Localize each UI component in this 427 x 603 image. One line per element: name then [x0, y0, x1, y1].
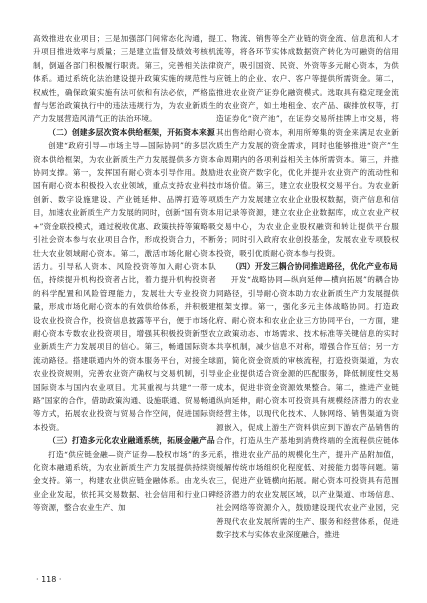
- left-column: [33, 32, 216, 515]
- paragraph: 创建“政府引导—市场主导—国际协同”的多层次资本供给框架，为农业新质生产力发展提供多方资本协同支撑。第一，发挥国有耐心资本引导作用。鼓励国有耐心资本积极投入农业领域，重点支持农业科技创新、数字设施建设、产业链延伸、品牌打造等项目，加速农业新质生产力发展的同时，创新“国有资本+”资金联投模式，通过税收优惠、政策扶持等策略吸引社会资本参与农业项目合作，形成投资合力，不断壮大农业领域耐心资本。第二，激活市场化耐心资本活力。引导私人资本、风险投资等加入耐心资本队伍，持续提升机构投资者占比，着力提升机构投资者的科学配置和风险管理能力，发展壮大专业投资力量，形成市场化耐心资本的有效供给体系，并积极建设农业投资合作，投资信息披露等平台，便于市场化耐心资本专数农业投资项目，增强其积极投资新型农业新质生产力发展项目的信心。第三，畅通国际资本流动路径。搭建联通内外的资本服务平台，对接全球农业投资规则，完善农业资产确权与交易机制，引导国际资本与国内农业项目。尤其重视与共建“一带一路”国家的合作，借助政策沟通、设施联通、贸易畅通等方式，拓展农业投资与贸易合作空间，促进国际资本投资。: [33, 141, 216, 432]
- paragraph: 打造“供应链金融—资产证券—股权市场”的多元化资本融通系统，为农业新质生产力发展提供持续资金支持。第一，构建农业供应链金融体系。由龙头农业企业发起，依托其交易数据、社会信用和行业口碑等资源，整合农业生产、加: [33, 449, 216, 513]
- paragraph: 工、物流、销售等全产业链的资金流、信息流和人才流等，将各环节实体成数据资产转化为可融资的信用资产，吸引国资、民资、外资等多元耐心资本，为供应链上的企业、农户、客户等提供所需资金。第二，推进农业资产证券化融资模式。选取具有稳定现金流的农业资产，如土地租金、农产品、碳排放权等，打造证券化“资产池”，在证券交易所挂牌上市交易，将其出售给耐心资本，利用所筹集的资金来满足农业新质生产力发展的资金需求，同时也能够推进“资产”生命周期内的各项利益相关主体所需资本。第三，并推进农业资产数字化，优化并提升农业资产的流动性和市场价值。第三，建立农业股权交易平台。为农业新质生产力发展建立农业企业股权数据，资产信息和信用记录等资源，建立农业企业数据库，成立农业产权交易中心，为农业企业股权融资和转让提供平台服务；同时引入政府农业创投基金，发展农业专项股权投资，吸引优质耐心资本参与投资。: [216, 34, 399, 258]
- section-heading: （三）打造多元化农业融通系统，拓展金融产品: [48, 436, 215, 446]
- paragraph: 高效推进农业项目；三是加强部门间常态化沟通，提升项目推进效率与质量；三是建立监督及绩效考核机制，倒逼各部门积极履行职责。第三，完善相关法律体系。通过系统化法治建设提升政策实施的规范性与权威性，确保政策实施有法可依和有法必依，严格监督与惩治政策执行中的违法违规行为，为农业新质生产力发展营造风清气正的法治环境。: [33, 34, 216, 124]
- page-number: · 118 ·: [36, 575, 62, 584]
- paragraph: 开发“战略协同—纵向延伸—横向拓展”的耦合协同路径，引导耐心资本助力农业新质生产力发展提供框架支撑。第一，强化多元主体战略协同。打造政府、耐心资本和农业企业三方协同平台，一方面，建立政策动态、市场需求、技术标准等关键信息的实时共享机制，减少信息不对称，增强合作互信；另一方面，简化资金资质的审核流程，打造投资渠道，为农业企业提供适合资金源的匹配服务，降低制度性交易成本，促进非资金资源效果整合。第二，推进产业链纵向延伸，耐心资本可投资具有规模经济潜力的农业经营主体，以现代化技术、人脉网络、销售渠道为资源嵌入，促成上游生产资料供应到下游农产品销售的合作，打造从生产基地到消费终端的全流程供应链体系，推进农业产品的规模化生产，提升产品附加值，缓解传统市场组织化程度低、对接能力弱等问题。第三，促进产业链横向拓展。耐心资本可投资具有范围经济潜力的农业发展区域，以产业渠道、市场信息、社会网络等资源介入，鼓励建设现代农业产业园，完善现代农业发展所需的生产、服务和经营体系，促进数字技术与实体农业深度融合，推进: [216, 275, 399, 540]
- section-heading: （二）创建多层次资本供给框架，开拓资本来源: [48, 127, 215, 137]
- right-column: [216, 32, 399, 541]
- section-heading: （四）开发三耦合协同推进路径，优化产业布局: [231, 261, 398, 271]
